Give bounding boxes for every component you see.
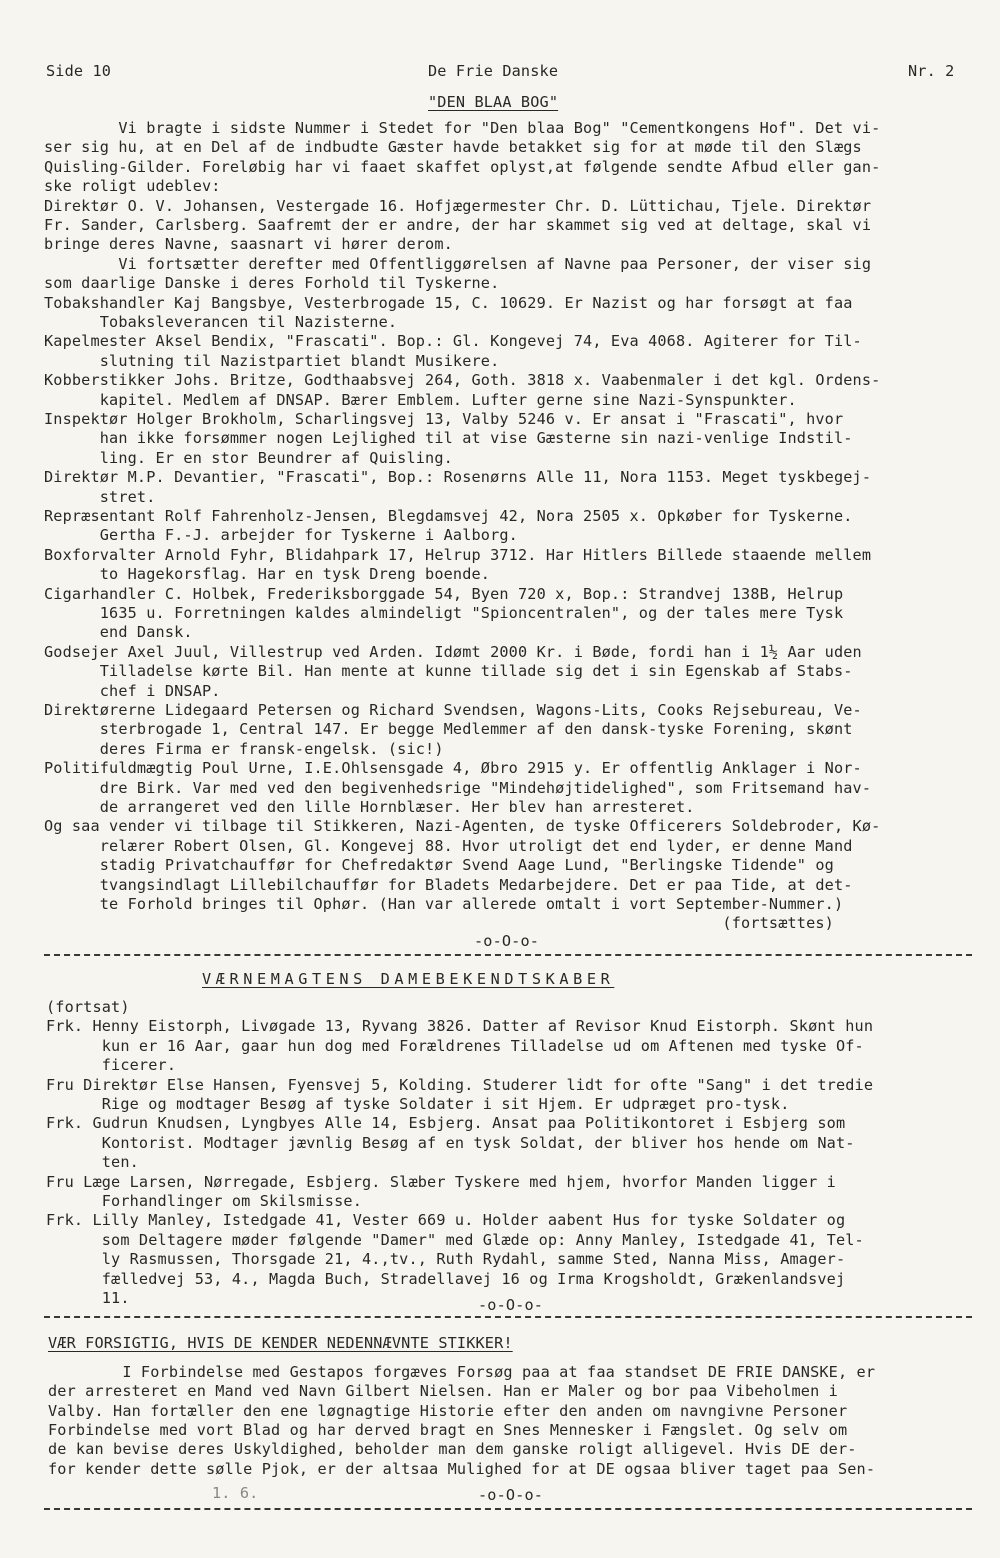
- text-line: Frk. Gudrun Knudsen, Lyngbyes Alle 14, Esbjerg. Ansat paa Politikontoret i Esbjerg som: [46, 1114, 846, 1133]
- text-line: slutning til Nazistpartiet blandt Musikere.: [44, 351, 500, 370]
- dashed-rule: [44, 1508, 972, 1510]
- text-line: end Dansk.: [44, 623, 193, 642]
- text-line: Vi fortsætter derefter med Offentliggørelsen af Navne paa Personer, der viser sig: [44, 254, 872, 273]
- text-line: som daarlige Danske i deres Forhold til Tyskerne.: [44, 274, 500, 293]
- text-line: ling. Er en stor Beundrer af Quisling.: [44, 448, 453, 467]
- text-line: ficerer.: [46, 1056, 177, 1075]
- text-line: for kender dette sølle Pjok, er der altsaa Mulighed for at DE ogsaa bliver taget paa Sen-: [48, 1459, 876, 1478]
- text-line: Fru Direktør Else Hansen, Fyensvej 5, Kolding. Studerer lidt for ofte "Sang" i det tredie: [46, 1075, 874, 1094]
- text-line: te Forhold bringes til Ophør. (Han var allerede omtalt i vort September-Nummer.): [44, 895, 844, 913]
- text-line: I Forbindelse med Gestapos forgæves Forsøg paa at faa standset DE FRIE DANSKE, er: [48, 1363, 876, 1381]
- text-line: Inspektør Holger Brokholm, Scharlingsvej 13, Valby 5246 v. Er ansat i "Frascati", hvor: [44, 410, 844, 428]
- text-line: ske roligt udeblev:: [44, 177, 221, 196]
- text-line: som Deltagere møder følgende "Damer" med Glæde op: Anny Manley, Istedgade 41, Tel-: [46, 1230, 864, 1249]
- text-line: tvangsindlagt Lillebilchauffør for Bladets Medarbejdere. Det er paa Tide, at det-: [44, 875, 853, 894]
- text-line: Quisling-Gilder. Foreløbig har vi faaet skaffet oplyst,at følgende sendte Afbud eller gan-: [44, 157, 881, 176]
- text-line: han ikke forsømmer nogen Lejlighed til at vise Gæsterne sin nazi-venlige Indstil-: [44, 429, 853, 448]
- text-line: chef i DNSAP.: [44, 681, 221, 700]
- text-line: stadig Privatchauffør for Chefredaktør Svend Aage Lund, "Berlingske Tidende" og: [44, 856, 834, 875]
- text-line: deres Firma er fransk-engelsk. (sic!): [44, 739, 444, 758]
- text-line: to Hagekorsflag. Har en tysk Dreng boende.: [44, 565, 491, 584]
- text-line: (fortsættes): [44, 914, 834, 933]
- text-line: Godsejer Axel Juul, Villestrup ved Arden. Idømt 2000 Kr. i Bøde, fordi han i 1½ Aar uden: [44, 642, 862, 661]
- text-line: Politifuldmægtig Poul Urne, I.E.Ohlsensgade 4, Øbro 2915 y. Er offentlig Anklager i Nor-: [44, 759, 862, 778]
- text-line: de kan bevise deres Uskyldighed, beholder man dem ganske roligt alligevel. Hvis DE der-: [48, 1440, 857, 1459]
- issue-number: Nr. 2: [908, 62, 955, 80]
- newspaper-name: De Frie Danske: [428, 62, 559, 80]
- text-line: Rige og modtager Besøg af tyske Soldater i sit Hjem. Er udpræget pro-tysk.: [46, 1095, 790, 1113]
- footer-fragment: 1. 6.: [212, 1484, 259, 1502]
- text-line: 1635 u. Forretningen kaldes almindeligt "Spioncentralen", og der tales mere Tysk: [44, 604, 844, 622]
- text-line: ser sig hu, at en Del af de indbudte Gæster havde betakket sig for at møde til den Slægs: [44, 138, 862, 157]
- text-line: Forhandlinger om Skilsmisse.: [46, 1192, 362, 1210]
- text-line: Og saa vender vi tilbage til Stikkeren, Nazi-Agenten, de tyske Officerers Soldebroder, Kø-: [44, 817, 881, 836]
- text-line: Fru Læge Larsen, Nørregade, Esbjerg. Slæber Tyskere med hjem, hvorfor Manden ligger i: [46, 1172, 836, 1191]
- dashed-rule: [44, 954, 972, 956]
- text-line: Forbindelse med vort Blad og har derved bragt en Snes Mennesker i Fængslet. Og selv om: [48, 1420, 848, 1439]
- text-line: 11.: [46, 1289, 130, 1307]
- section-title-den-blaa-bog: "DEN BLAA BOG": [428, 93, 559, 111]
- section-divider: -o-O-o-: [474, 932, 540, 950]
- text-line: Tilladelse kørte Bil. Han mente at kunne tillade sig det i sin Egenskab af Stabs-: [44, 662, 853, 681]
- text-line: kun er 16 Aar, gaar hun dog med Forældrenes Tilladelse ud om Aftenen med tyske Of-: [46, 1036, 864, 1055]
- text-line: Frk. Lilly Manley, Istedgade 41, Vester 669 u. Holder aabent Hus for tyske Soldater og: [46, 1211, 846, 1230]
- section-title-vaernemagtens-damebekendtskaber: VÆRNEMAGTENS DAMEBEKENDTSKABER: [202, 970, 615, 988]
- text-line: Kapelmester Aksel Bendix, "Frascati". Bop.: Gl. Kongevej 74, Eva 4068. Agiterer for Til-: [44, 332, 862, 351]
- text-line: Tobakshandler Kaj Bangsbye, Vesterbrogade 15, C. 10629. Er Nazist og har forsøgt at faa: [44, 293, 853, 312]
- text-line: (fortsat): [46, 998, 130, 1016]
- section-divider: -o-O-o-: [478, 1486, 544, 1504]
- text-line: Fr. Sander, Carlsberg. Saafremt der er andre, der har skammet sig ved at deltage, skal vi: [44, 216, 872, 234]
- text-line: Valby. Han fortæller den ene løgnagtige Historie efter den anden om navngivne Personer: [48, 1401, 848, 1420]
- section-divider: -o-O-o-: [478, 1296, 544, 1314]
- text-line: Cigarhandler C. Holbek, Frederiksborggade 54, Byen 720 x, Bop.: Strandvej 138B, Helrup: [44, 584, 844, 603]
- text-line: Vi bragte i sidste Nummer i Stedet for "Den blaa Bog" "Cementkongens Hof". Det vi-: [44, 119, 881, 137]
- text-line: Tobaksleverancen til Nazisterne.: [44, 313, 398, 331]
- text-line: Direktør O. V. Johansen, Vestergade 16. Hofjægermester Chr. D. Lüttichau, Tjele. Direktør: [44, 196, 872, 215]
- text-line: Kontorist. Modtager jævnlig Besøg af en tysk Soldat, der bliver hos hende om Nat-: [46, 1133, 855, 1152]
- text-line: Repræsentant Rolf Fahrenholz-Jensen, Blegdamsvej 42, Nora 2505 x. Opkøber for Tyskerne.: [44, 507, 853, 525]
- text-line: Kobberstikker Johs. Britze, Godthaabsvej 264, Goth. 3818 x. Vaabenmaler i det kgl. Ordens-: [44, 371, 881, 390]
- text-line: relærer Robert Olsen, Gl. Kongevej 88. Hvor utroligt det end lyder, er denne Mand: [44, 836, 853, 855]
- text-line: dre Birk. Var med ved den begivenhedsrige "Mindehøjtidelighed", som Fritsemand hav-: [44, 778, 872, 797]
- section-title-vaer-forsigtig: VÆR FORSIGTIG, HVIS DE KENDER NEDENNÆVNTE STIKKER!: [48, 1334, 513, 1352]
- text-line: Direktørerne Lidegaard Petersen og Richard Svendsen, Wagons-Lits, Cooks Rejsebureau, Ve-: [44, 701, 862, 719]
- page-number: Side 10: [46, 62, 112, 80]
- text-line: ly Rasmussen, Thorsgade 21, 4.,tv., Ruth Rydahl, samme Sted, Nanna Miss, Amager-: [46, 1250, 846, 1269]
- text-line: Gertha F.-J. arbejder for Tyskerne i Aalborg.: [44, 526, 518, 545]
- text-line: kapitel. Medlem af DNSAP. Bærer Emblem. Lufter gerne sine Nazi-Synspunkter.: [44, 390, 797, 409]
- text-line: de arrangeret ved den lille Hornblæser. Her blev han arresteret.: [44, 798, 695, 816]
- dashed-rule: [44, 1316, 972, 1318]
- text-line: bringe deres Navne, saasnart vi hører derom.: [44, 235, 453, 254]
- text-line: der arresteret en Mand ved Navn Gilbert Nielsen. Han er Maler og bor paa Vibeholmen i: [48, 1382, 838, 1401]
- text-line: Boxforvalter Arnold Fyhr, Blidahpark 17, Helrup 3712. Har Hitlers Billede staaende mellem: [44, 545, 872, 564]
- text-line: ten.: [46, 1153, 139, 1172]
- text-line: fælledvej 53, 4., Magda Buch, Stradellavej 16 og Irma Krogsholdt, Grækenlandsvej: [46, 1269, 846, 1288]
- text-line: Direktør M.P. Devantier, "Frascati", Bop.: Rosenørns Alle 11, Nora 1153. Meget tyskbegej-: [44, 468, 872, 487]
- text-line: sterbrogade 1, Central 147. Er begge Medlemmer af den dansk-tyske Forening, skønt: [44, 720, 853, 739]
- text-line: Frk. Henny Eistorph, Livøgade 13, Ryvang 3826. Datter af Revisor Knud Eistorph. Skønt hun: [46, 1017, 874, 1036]
- text-line: stret.: [44, 487, 156, 506]
